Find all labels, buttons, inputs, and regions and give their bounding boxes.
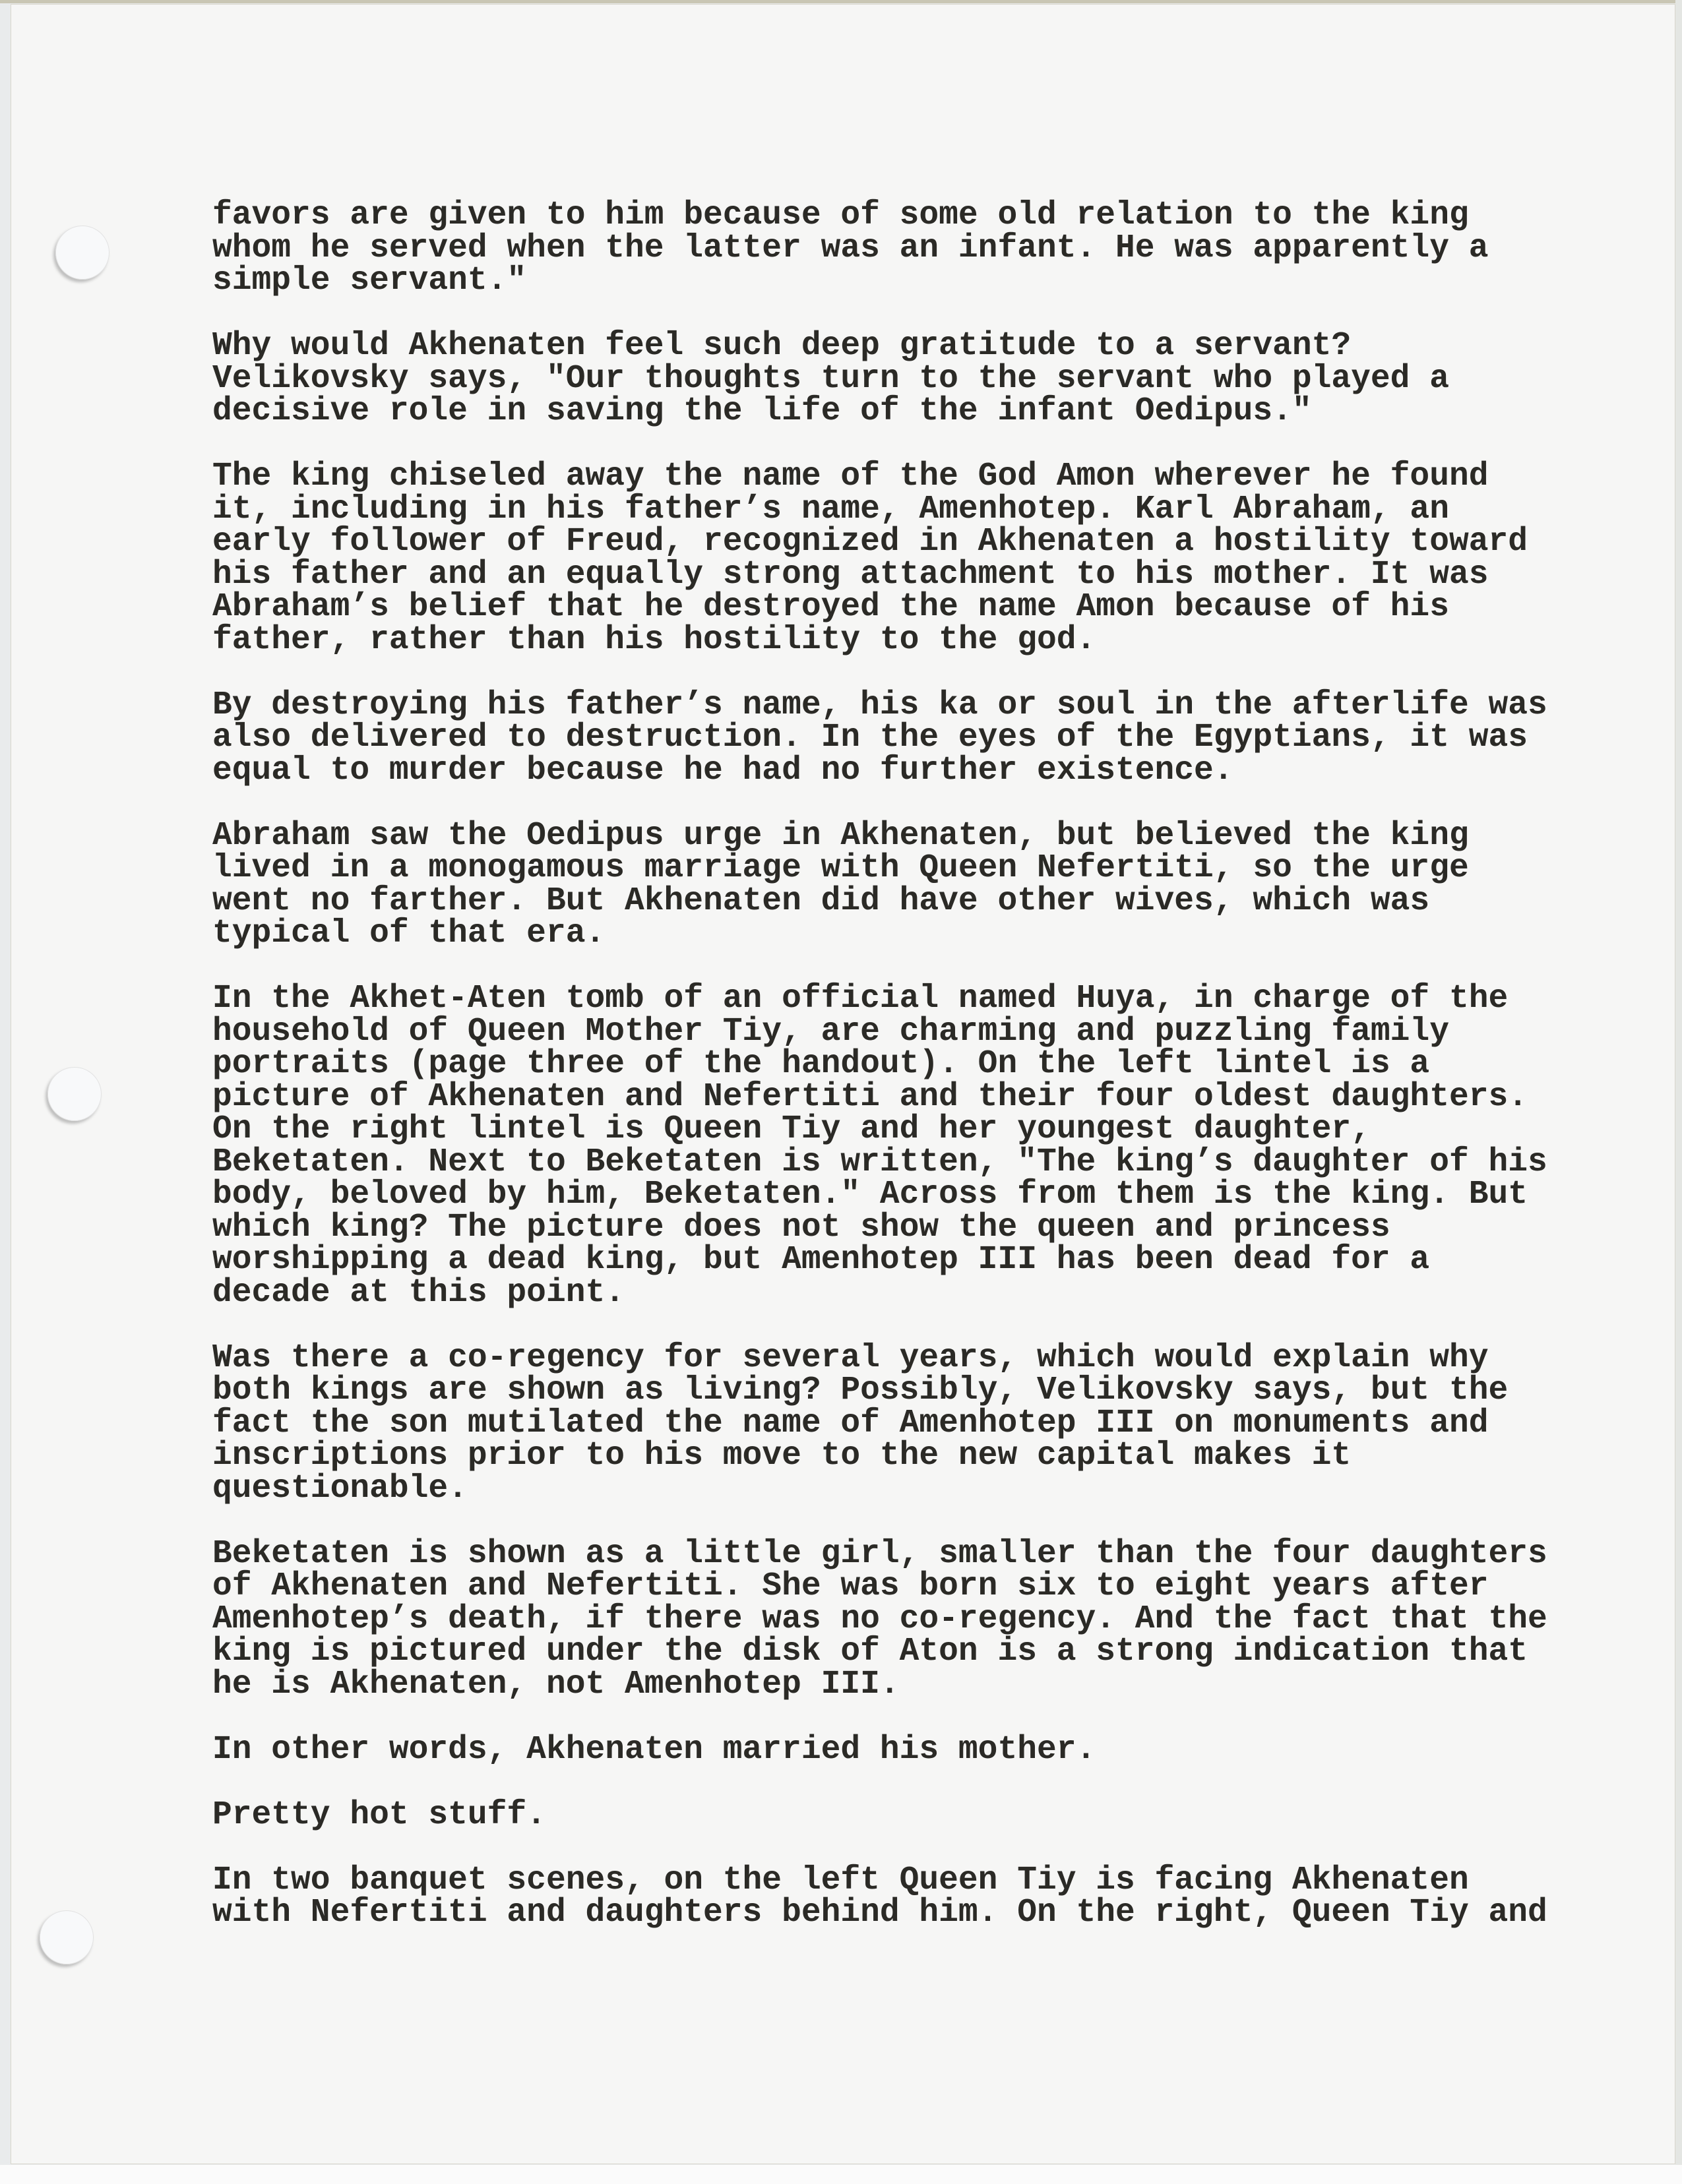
paragraph — [212, 1339, 1584, 1507]
text-line: On the right lintel is Queen Tiy and her youngest daughter, — [212, 1110, 1371, 1147]
paragraph — [212, 460, 1584, 656]
text-line: lived in a monogamous marriage with Queen Nefertiti, so the urge — [212, 849, 1469, 886]
punch-hole-top — [55, 226, 109, 280]
text-line: went no farther. But Akhenaten did have other wives, which was — [212, 882, 1430, 919]
text-line: simple servant." — [212, 262, 527, 299]
paper-right-edge — [1675, 0, 1682, 2184]
text-line: favors are given to him because of some old relation to the king — [212, 197, 1469, 233]
text-line: both kings are shown as living? Possibly, Velikovsky says, but the — [212, 1372, 1509, 1409]
text-line: Was there a co-regency for several years, which would explain why — [212, 1339, 1489, 1376]
text-line: his father and an equally strong attachment to his mother. It was — [212, 555, 1489, 593]
paragraph — [212, 1861, 1584, 1931]
text-line: with Nefertiti and daughters behind him. On the right, Queen Tiy and — [212, 1894, 1547, 1931]
paragraph — [212, 686, 1584, 789]
text-line: it, including in his father’s name, Amenhotep. Karl Abraham, an — [212, 490, 1449, 528]
text-line: household of Queen Mother Tiy, are charming and puzzling family — [212, 1012, 1449, 1050]
text-line: early follower of Freud, recognized in Akhenaten a hostility toward — [212, 523, 1528, 560]
text-line: By destroying his father’s name, his ka or soul in the afterlife was — [212, 686, 1547, 723]
paper-top-edge — [0, 0, 1675, 3]
paragraph — [212, 199, 1584, 297]
text-line: Amenhotep’s death, if there was no co-regency. And the fact that the — [212, 1600, 1547, 1637]
text-line: father, rather than his hostility to the god. — [212, 621, 1096, 658]
paragraph — [212, 1534, 1584, 1703]
paragraph — [212, 816, 1584, 952]
text-line: questionable. — [212, 1469, 468, 1507]
text-line: portraits (page three of the handout). On the left lintel is a — [212, 1045, 1430, 1082]
text-line: In two banquet scenes, on the left Queen Tiy is facing Akhenaten — [212, 1861, 1469, 1898]
punch-hole-bottom — [40, 1910, 94, 1964]
text-line: also delivered to destruction. In the eyes of the Egyptians, it was — [212, 719, 1528, 756]
text-line: In other words, Akhenaten married his mother. — [212, 1730, 1096, 1768]
text-line: which king? The picture does not show the queen and princess — [212, 1208, 1390, 1246]
text-line: inscriptions prior to his move to the new capital makes it — [212, 1437, 1352, 1474]
text-line: equal to murder because he had no further existence. — [212, 751, 1233, 789]
text-line: Beketaten. Next to Beketaten is written, "The king’s daughter of his — [212, 1143, 1547, 1180]
paragraph — [212, 1796, 1584, 1833]
text-line: picture of Akhenaten and Nefertiti and their four oldest daughters. — [212, 1077, 1528, 1115]
text-line: The king chiseled away the name of the God Amon wherever he found — [212, 458, 1489, 495]
punch-hole-middle — [47, 1067, 102, 1121]
text-line: Abraham’s belief that he destroyed the name Amon because of his — [212, 588, 1449, 625]
text-line: Abraham saw the Oedipus urge in Akhenaten, but believed the king — [212, 816, 1469, 854]
paragraph — [212, 980, 1584, 1311]
text-line: decade at this point. — [212, 1273, 625, 1311]
text-line: Beketaten is shown as a little girl, smaller than the four daughters — [212, 1534, 1547, 1572]
text-line: Velikovsky says, "Our thoughts turn to the servant who played a — [212, 359, 1449, 397]
text-line: Why would Akhenaten feel such deep gratitude to a servant? — [212, 327, 1352, 364]
paragraph — [212, 327, 1584, 429]
text-line: typical of that era. — [212, 915, 606, 952]
document-body — [212, 199, 1584, 1962]
text-line: king is pictured under the disk of Aton is a strong indication that — [212, 1633, 1528, 1670]
text-line: of Akhenaten and Nefertiti. She was born six to eight years after — [212, 1567, 1489, 1604]
text-line: body, beloved by him, Beketaten." Across from them is the king. But — [212, 1176, 1528, 1213]
text-line: whom he served when the latter was an infant. He was apparently a — [212, 229, 1489, 266]
text-line: he is Akhenaten, not Amenhotep III. — [212, 1665, 900, 1703]
text-line: worshipping a dead king, but Amenhotep III has been dead for a — [212, 1241, 1430, 1278]
paper-bottom-edge — [0, 2165, 1682, 2184]
text-line: Pretty hot stuff. — [212, 1796, 546, 1833]
text-line: fact the son mutilated the name of Amenhotep III on monuments and — [212, 1404, 1489, 1441]
text-line: In the Akhet-Aten tomb of an official named Huya, in charge of the — [212, 980, 1509, 1017]
paragraph — [212, 1730, 1584, 1768]
text-line: decisive role in saving the life of the infant Oedipus." — [212, 392, 1312, 429]
